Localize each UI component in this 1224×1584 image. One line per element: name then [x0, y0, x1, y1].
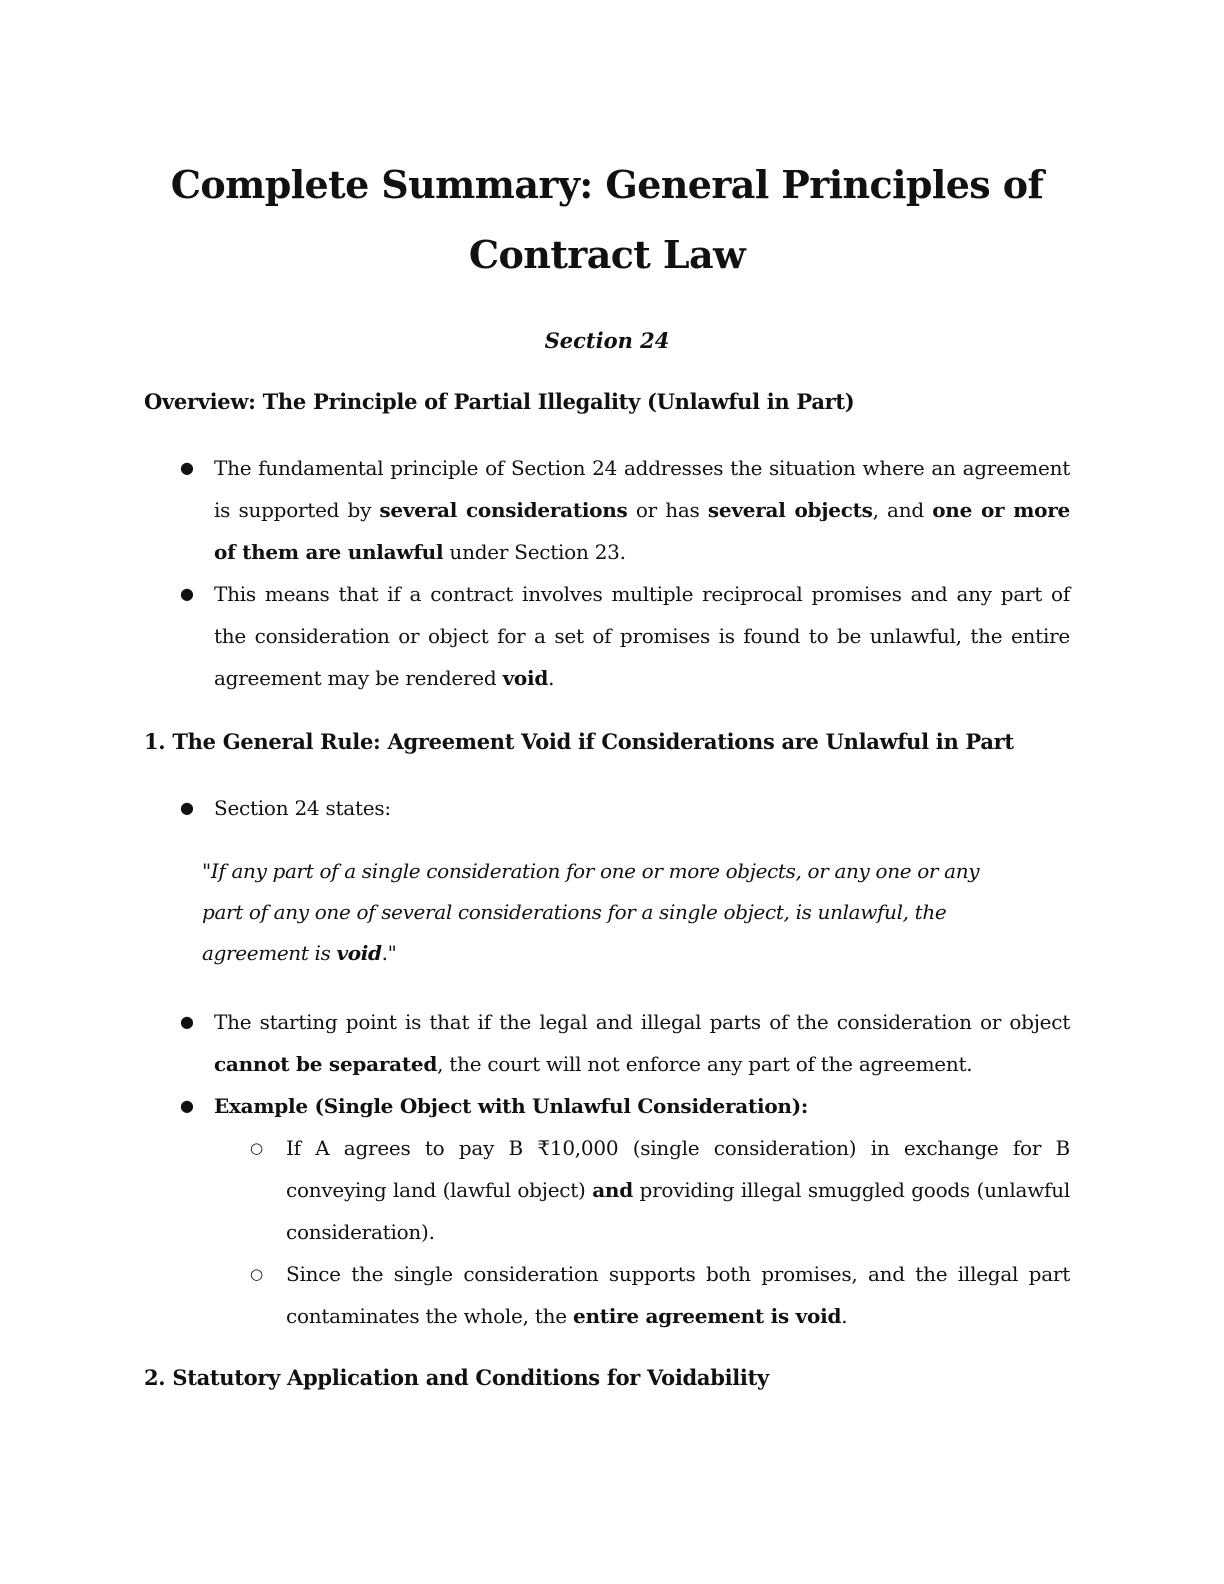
emphasis-text: entire agreement is void: [572, 1304, 842, 1328]
emphasis-text: and: [592, 1178, 633, 1202]
statutory-heading: 2. Statutory Application and Conditions for Voidability: [144, 1365, 769, 1390]
sub-list-item: ○ If A agrees to pay B ₹10,000 (single consideration) in exchange for B conveying land (lawful object) and providing illegal smuggled goods (unlawful consideration).: [214, 1127, 1070, 1253]
section-label: Section 24: [544, 328, 670, 353]
example-sub-list: [214, 1127, 1070, 1337]
general-rule-bullet-list: [144, 1001, 1070, 1337]
list-item: ● The starting point is that if the legal and illegal parts of the consideration or object cannot be separated, the court will not enforce any part of the agreement.: [144, 1001, 1070, 1085]
emphasis-text: cannot be separated: [214, 1052, 438, 1076]
emphasis-text: void: [502, 666, 549, 690]
emphasis-text: void: [336, 941, 382, 965]
section-24-quote: "If any part of a single consideration for one or more objects, or any one or any part of any one of several considerations for a single object, is unlawful, the agreement is void.": [202, 859, 980, 965]
bullet-icon: ●: [180, 1012, 194, 1031]
sub-list-item: ○ Since the single consideration supports both promises, and the illegal part contaminates the whole, the entire agreement is void.: [214, 1253, 1070, 1337]
general-rule-intro-list: [144, 787, 1070, 829]
document-title: Complete Summary: General Principles of Contract Law: [170, 162, 1044, 277]
overview-bullet-list: [144, 447, 1070, 699]
bullet-icon: ●: [180, 798, 194, 817]
bullet-icon: ●: [180, 458, 194, 477]
bullet-icon: ●: [180, 584, 194, 603]
hollow-bullet-icon: ○: [250, 1139, 263, 1157]
document-page: [144, 150, 1070, 1395]
general-rule-heading: 1. The General Rule: Agreement Void if Considerations are Unlawful in Part: [144, 729, 1014, 754]
list-item: [144, 1085, 1070, 1337]
emphasis-text: several objects: [707, 498, 873, 522]
example-label: Example (Single Object with Unlawful Consideration):: [214, 1094, 809, 1118]
list-item: ● This means that if a contract involves multiple reciprocal promises and any part of the consideration or object for a set of promises is found to be unlawful, the entire agreement may be rendered void.: [144, 573, 1070, 699]
list-item: ● The fundamental principle of Section 24 addresses the situation where an agreement is supported by several considerations or has several objects, and one or more of them are unlawful under Section 23.: [144, 447, 1070, 573]
overview-heading: Overview: The Principle of Partial Illegality (Unlawful in Part): [144, 389, 855, 414]
bullet-icon: ●: [180, 1096, 194, 1115]
emphasis-text: one or more of them are unlawful: [214, 498, 1070, 564]
hollow-bullet-icon: ○: [250, 1265, 263, 1283]
list-item: ● Section 24 states:: [144, 787, 1070, 829]
emphasis-text: several considerations: [379, 498, 628, 522]
